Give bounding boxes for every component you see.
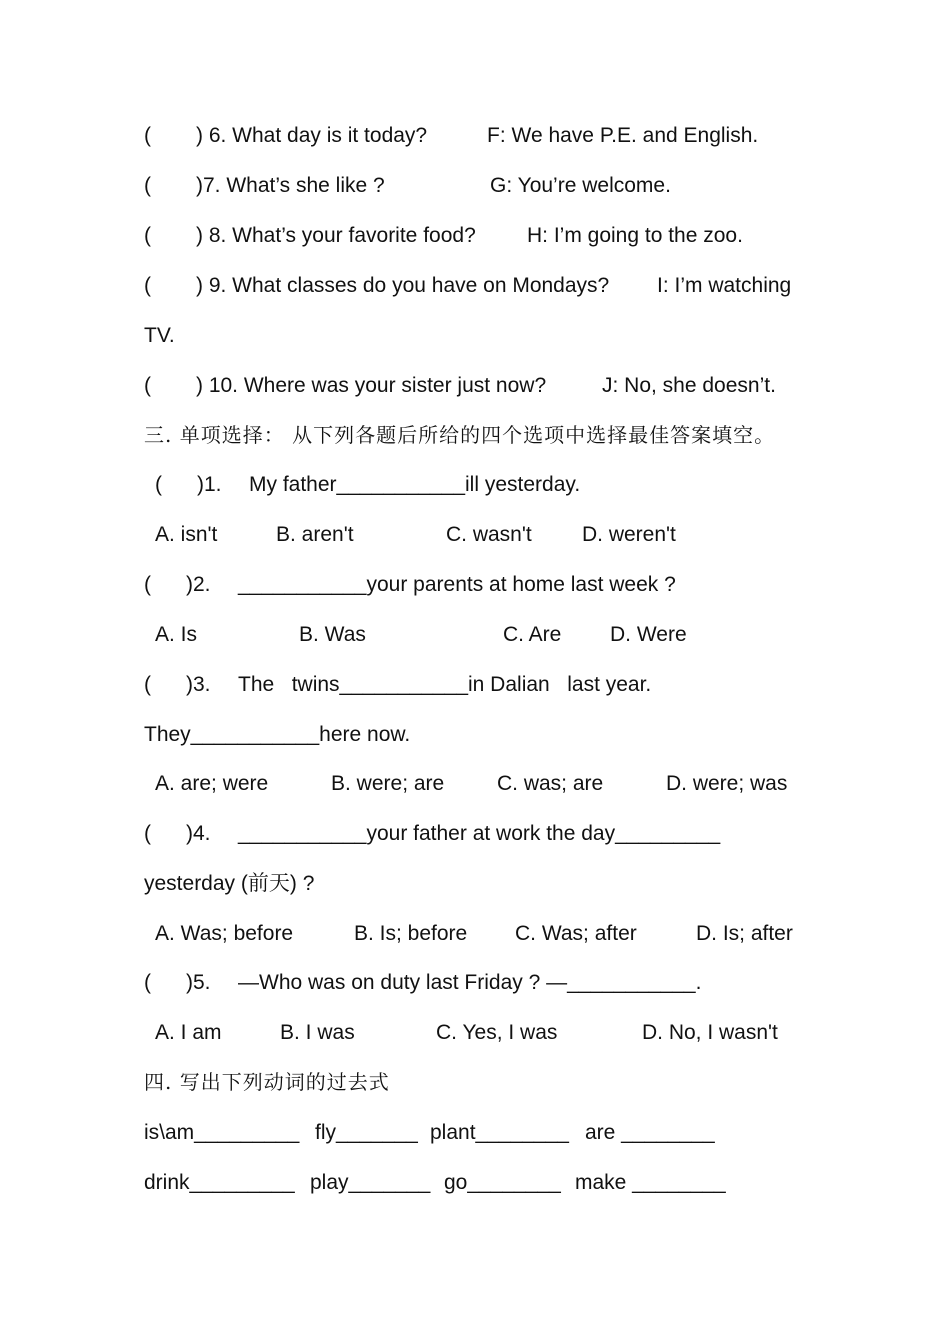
answer-option: J: No, she doesn’t. — [602, 374, 776, 397]
question-text: My father___________ill yesterday. — [249, 473, 581, 496]
question-text: ___________your parents at home last week ? — [238, 573, 676, 596]
answer-option: H: I’m going to the zoo. — [527, 224, 743, 247]
option-d[interactable]: D. Were — [610, 623, 687, 646]
option-d[interactable]: D. No, I wasn't — [642, 1021, 778, 1044]
answer-option: F: We have P.E. and English. — [487, 124, 759, 147]
question-1 — [0, 470, 581, 500]
question-number[interactable]: ( )2. — [144, 573, 211, 596]
verb-blank[interactable]: is\am_________ — [144, 1121, 300, 1144]
question-text: )7. What’s she like ? — [196, 174, 385, 197]
option-a[interactable]: A. I am — [155, 1021, 222, 1044]
verb-blank[interactable]: play_______ — [310, 1171, 431, 1194]
verb-blank[interactable]: go________ — [444, 1171, 561, 1194]
option-d[interactable]: D. Is; after — [696, 922, 793, 945]
option-a[interactable]: A. isn't — [155, 523, 218, 546]
option-b[interactable]: B. Is; before — [354, 922, 468, 945]
matching-row-8 — [0, 221, 743, 251]
verb-row-2 — [0, 1168, 726, 1198]
answer-paren[interactable]: ( — [144, 224, 151, 247]
verb-blank[interactable]: are ________ — [585, 1121, 715, 1144]
question-text-continued: They___________here now. — [144, 723, 411, 746]
question-text: ___________your father at work the day_________ — [238, 822, 721, 845]
option-c[interactable]: C. wasn't — [446, 523, 532, 546]
question-text: ) 6. What day is it today? — [196, 124, 428, 147]
option-c[interactable]: C. was; are — [497, 772, 604, 795]
question-4 — [0, 819, 721, 849]
option-c[interactable]: C. Yes, I was — [436, 1021, 558, 1044]
answer-paren[interactable]: ( — [144, 274, 151, 297]
continuation-text: TV. — [144, 324, 175, 347]
section-heading-text: 三. 单项选择： 从下列各题后所给的四个选项中选择最佳答案填空。 — [144, 423, 776, 447]
answer-paren[interactable]: ( — [144, 124, 151, 147]
question-3 — [0, 670, 652, 700]
matching-row-7 — [0, 171, 671, 201]
option-b[interactable]: B. aren't — [276, 523, 354, 546]
verb-blank[interactable]: plant________ — [430, 1121, 569, 1144]
matching-row-10 — [0, 371, 776, 401]
question-number[interactable]: ( )4. — [144, 822, 211, 845]
question-number[interactable]: ( )5. — [144, 971, 211, 994]
option-c[interactable]: C. Are — [503, 623, 562, 646]
matching-row-9 — [0, 271, 792, 301]
question-4-continuation — [0, 869, 315, 899]
question-text: ) 8. What’s your favorite food? — [196, 224, 476, 247]
verb-blank[interactable]: drink_________ — [144, 1171, 295, 1194]
question-text: —Who was on duty last Friday ? —___________. — [238, 971, 702, 994]
answer-paren[interactable]: ( — [144, 174, 151, 197]
verb-blank[interactable]: fly_______ — [315, 1121, 418, 1144]
verb-blank[interactable]: make ________ — [575, 1171, 726, 1194]
question-number[interactable]: ( )1. — [155, 473, 222, 496]
verb-row-1 — [0, 1118, 715, 1148]
option-b[interactable]: B. were; are — [331, 772, 445, 795]
question-4-options — [0, 919, 793, 949]
question-1-options — [0, 520, 676, 550]
section-4-heading — [0, 1067, 390, 1097]
option-d[interactable]: D. weren't — [582, 523, 676, 546]
answer-option: I: I’m watching — [657, 274, 792, 297]
question-3-continuation — [0, 720, 411, 750]
option-a[interactable]: A. are; were — [155, 772, 269, 795]
matching-continuation — [0, 321, 175, 351]
answer-paren[interactable]: ( — [144, 374, 151, 397]
question-2 — [0, 570, 676, 600]
question-text: The twins___________in Dalian last year. — [238, 673, 652, 696]
section-heading-text: 四. 写出下列动词的过去式 — [144, 1070, 390, 1094]
option-c[interactable]: C. Was; after — [515, 922, 637, 945]
question-5-options — [0, 1018, 778, 1048]
question-text-continued: yesterday (前天) ? — [144, 872, 315, 895]
option-b[interactable]: B. I was — [280, 1021, 355, 1044]
question-2-options — [0, 620, 687, 650]
matching-row-6 — [0, 121, 759, 151]
option-d[interactable]: D. were; was — [666, 772, 788, 795]
answer-option: G: You’re welcome. — [490, 174, 671, 197]
question-text: ) 9. What classes do you have on Mondays? — [196, 274, 610, 297]
question-number[interactable]: ( )3. — [144, 673, 211, 696]
question-text: ) 10. Where was your sister just now? — [196, 374, 547, 397]
option-a[interactable]: A. Was; before — [155, 922, 294, 945]
option-a[interactable]: A. Is — [155, 623, 198, 646]
section-3-heading — [0, 420, 776, 450]
question-3-options — [0, 769, 788, 799]
option-b[interactable]: B. Was — [299, 623, 366, 646]
question-5 — [0, 968, 702, 998]
